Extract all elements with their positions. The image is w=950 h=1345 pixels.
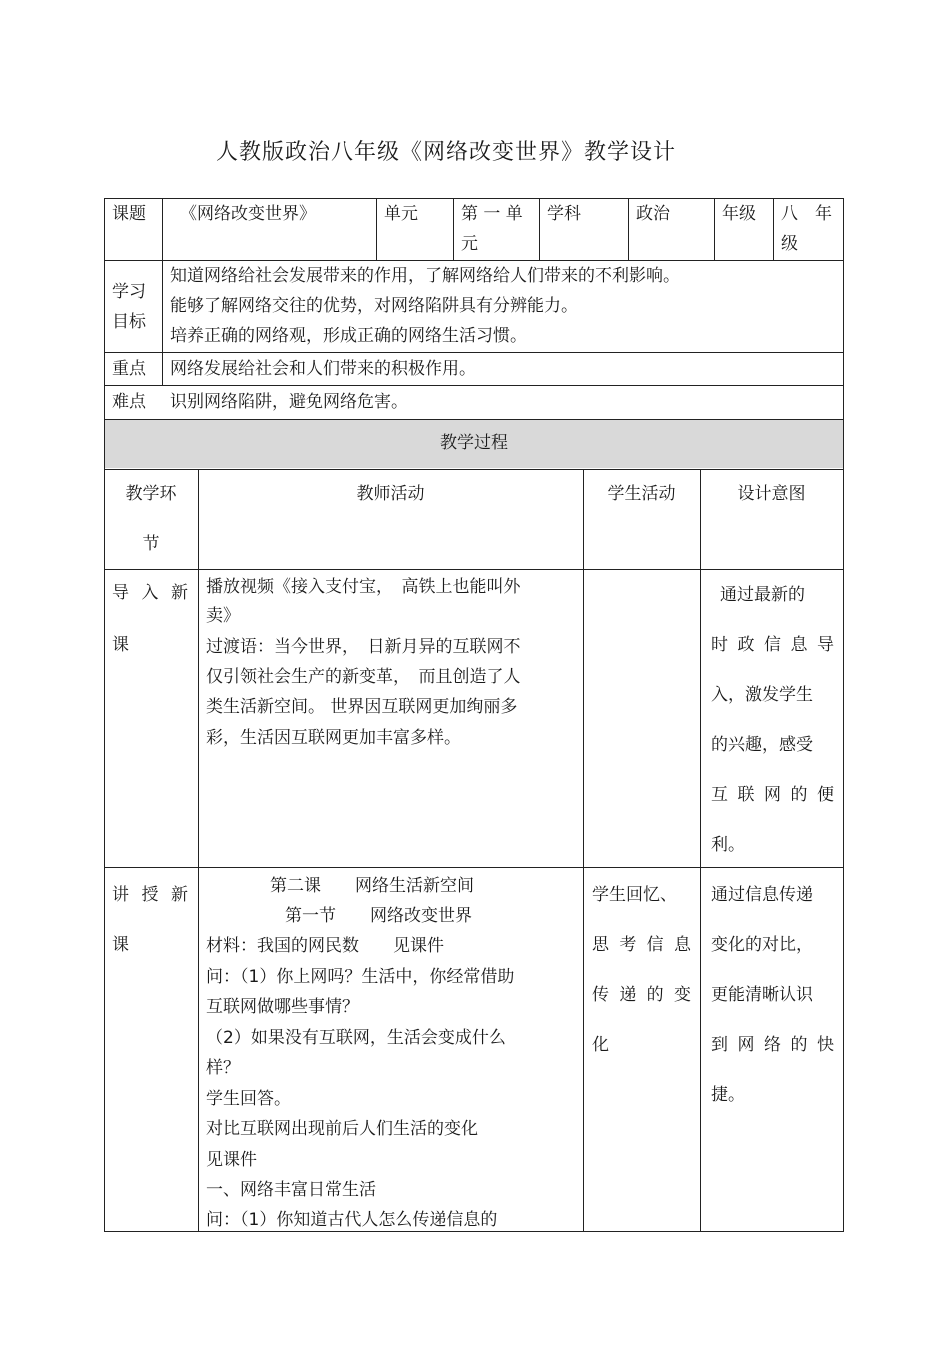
lecture-stage-line1: 讲 授 新 (112, 885, 188, 905)
row-divider (104, 867, 844, 868)
goal-item: 培养正确的网络观，形成正确的网络生活习惯。 (170, 326, 527, 346)
lecture-stage-line2: 课 (112, 935, 129, 955)
stage-header-line1: 教学环 (125, 484, 177, 504)
row-divider (104, 419, 844, 420)
lecture-teacher-line: （2）如果没有互联网，生活会变成什么 (206, 1028, 506, 1048)
intent-header: 设计意图 (737, 484, 806, 504)
column-divider (583, 469, 584, 1232)
grade-value-line1: 八 年 (781, 204, 832, 224)
intro-teacher-line: 彩，生活因互联网更加丰富多样。 (206, 728, 461, 748)
intro-stage-line2: 课 (112, 635, 129, 655)
key-point-label: 重点 (112, 359, 146, 379)
lecture-intent-line: 到网络的快 (711, 1035, 834, 1055)
goals-label-line2: 目标 (112, 312, 146, 332)
unit-label: 单元 (384, 204, 418, 224)
intro-intent-line: 时政信息导 (711, 635, 834, 655)
topic-label: 课题 (112, 204, 146, 224)
lecture-intent-line: 通过信息传递 (711, 885, 813, 905)
column-divider (198, 469, 199, 1232)
lecture-intent-line: 变化的对比， (711, 935, 813, 955)
column-divider (162, 198, 163, 385)
column-divider (773, 198, 774, 260)
intro-teacher-line: 过渡语：当今世界， 日新月异的互联网不 (206, 637, 521, 657)
difficulty-label: 难点 (112, 392, 146, 412)
row-divider (104, 469, 844, 470)
row-divider (104, 569, 844, 570)
lecture-teacher-line: 样？ (206, 1058, 240, 1078)
column-divider (843, 198, 844, 1232)
section-title: 第一节 网络改变世界 (285, 906, 472, 926)
lecture-teacher-line: 问：（1）你知道古代人怎么传递信息的 (206, 1210, 498, 1230)
key-point-text: 网络发展给社会和人们带来的积极作用。 (170, 359, 476, 379)
difficulty-text: 识别网络陷阱，避免网络危害。 (170, 392, 408, 412)
process-header: 教学过程 (440, 433, 508, 453)
unit-value-line2: 元 (461, 234, 478, 254)
page-title: 人教版政治八年级《网络改变世界》教学设计 (215, 140, 676, 165)
intro-teacher-line: 类生活新空间。 世界因互联网更加绚丽多 (206, 697, 518, 717)
row-divider (104, 385, 844, 386)
lecture-teacher-line: 对比互联网出现前后人们生活的变化 (206, 1119, 478, 1139)
lecture-student-line: 化 (592, 1035, 609, 1055)
goal-item: 知道网络给社会发展带来的作用，了解网络给人们带来的不利影响。 (170, 266, 680, 286)
intro-intent-line: 互联网的便 (711, 785, 834, 805)
lecture-teacher-line: 问：（1）你上网吗？生活中，你经常借助 (206, 967, 515, 987)
intro-teacher-line: 卖》 (206, 606, 240, 626)
goals-label-line1: 学习 (112, 282, 146, 302)
lecture-intent-line: 捷。 (711, 1085, 745, 1105)
lesson-title: 第二课 网络生活新空间 (270, 876, 474, 896)
subject-label: 学科 (547, 204, 581, 224)
intro-intent-line: 利。 (711, 835, 745, 855)
intro-intent-line: 的兴趣，感受 (711, 735, 813, 755)
column-divider (700, 469, 701, 1232)
lecture-student-line: 传递的变 (592, 985, 691, 1005)
column-divider (376, 198, 377, 260)
row-divider (104, 352, 844, 353)
lecture-teacher-line: 材料：我国的网民数 见课件 (206, 936, 444, 956)
lecture-intent-line: 更能清晰认识 (711, 985, 813, 1005)
student-header: 学生活动 (607, 484, 676, 504)
intro-stage-line1: 导 入 新 (112, 583, 188, 603)
intro-intent-line: 通过最新的 (720, 585, 805, 605)
grade-value-line2: 级 (781, 234, 798, 254)
intro-teacher-line: 播放视频《接入支付宝， 高铁上也能叫外 (206, 577, 521, 597)
lecture-student-line: 学生回忆、 (592, 885, 677, 905)
column-divider (453, 198, 454, 260)
column-divider (104, 198, 105, 1232)
teacher-header: 教师活动 (356, 484, 425, 504)
column-divider (628, 198, 629, 260)
grade-label: 年级 (722, 204, 756, 224)
subject-value: 政治 (636, 204, 670, 224)
column-divider (539, 198, 540, 260)
goal-item: 能够了解网络交往的优势，对网络陷阱具有分辨能力。 (170, 296, 578, 316)
column-divider (714, 198, 715, 260)
intro-intent-line: 入，激发学生 (711, 685, 813, 705)
lecture-teacher-line: 一、网络丰富日常生活 (206, 1180, 376, 1200)
lecture-student-line: 思考信息 (592, 935, 691, 955)
stage-header-line2: 节 (142, 534, 160, 554)
intro-teacher-line: 仅引领社会生产的新变革， 而且创造了人 (206, 667, 521, 687)
topic-value: 《网络改变世界》 (180, 204, 316, 224)
unit-value-line1: 第 一 单 (461, 204, 523, 224)
lecture-teacher-line: 学生回答。 (206, 1089, 291, 1109)
lecture-teacher-line: 互联网做哪些事情？ (206, 997, 359, 1017)
lecture-teacher-line: 见课件 (206, 1150, 257, 1170)
